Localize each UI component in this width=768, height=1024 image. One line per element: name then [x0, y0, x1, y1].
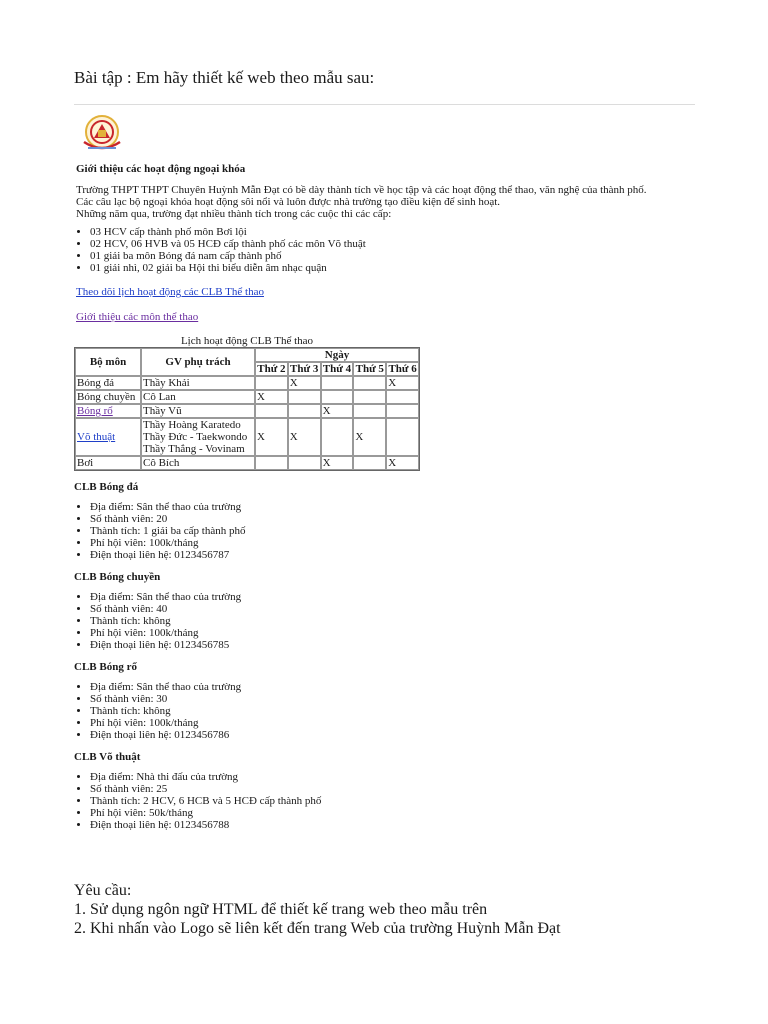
requirement-item: 2. Khi nhấn vào Logo sẽ liên kết đến trang Web của trường Huỳnh Mẫn Đạt: [74, 920, 561, 937]
subject-link-basketball[interactable]: Bóng rổ: [77, 405, 113, 417]
cell-subject: Bóng đá: [75, 376, 141, 390]
cell-mark: [353, 376, 386, 390]
cell-mark: X: [353, 418, 386, 456]
club-title: CLB Bóng đá: [74, 481, 139, 493]
cell-mark: [288, 456, 321, 470]
list-item: • Thành tích: không: [90, 615, 714, 627]
list-item: • Phí hội viên: 50k/tháng: [90, 807, 714, 819]
list-item: • 02 HCV, 06 HVB và 05 HCĐ cấp thành phố các môn Võ thuật: [90, 238, 714, 250]
intro-title: Giới thiệu các hoạt động ngoại khóa: [76, 163, 246, 175]
header-day: Thứ 4: [321, 362, 354, 376]
list-item: • Điện thoại liên hệ: 0123456786: [90, 729, 714, 741]
table-row: [75, 390, 419, 404]
list-item: • 03 HCV cấp thành phố môn Bơi lội: [90, 226, 714, 238]
cell-mark: [255, 376, 288, 390]
intro-line: Những năm qua, trường đạt nhiều thành tích trong các cuộc thi các cấp:: [76, 208, 392, 220]
cell-mark: [288, 404, 321, 418]
list-item: • Số thành viên: 40: [90, 603, 714, 615]
club-section-basketball: [74, 661, 714, 741]
subject-link-martial-arts[interactable]: Võ thuật: [77, 431, 116, 443]
cell-mark: X: [288, 418, 321, 456]
teacher-line: Thầy Đức - Taekwondo: [143, 431, 248, 443]
requirements-section: [74, 881, 561, 938]
cell-mark: X: [321, 404, 354, 418]
requirement-item: 1. Sử dụng ngôn ngữ HTML để thiết kế trang web theo mẫu trên: [74, 901, 488, 918]
horizontal-rule: [74, 104, 695, 105]
list-item: • Điện thoại liên hệ: 0123456785: [90, 639, 714, 651]
intro-line: Trường THPT THPT Chuyên Huỳnh Mẫn Đạt có bề dày thành tích về học tập và các hoạt động thể thao, văn nghệ của thành phố.: [76, 184, 647, 196]
list-item: • 01 giải nhì, 02 giải ba Hội thi biểu diễn âm nhạc quận: [90, 262, 714, 274]
cell-teacher: Cô Bích: [141, 456, 255, 470]
table-row: [75, 376, 419, 390]
list-item: • Địa điểm: Sân thể thao của trường: [90, 591, 714, 603]
cell-teacher: Thầy Khải: [141, 376, 255, 390]
teacher-line: Thầy Hoàng Karatedo: [143, 419, 241, 431]
list-item: • Phí hội viên: 100k/tháng: [90, 717, 714, 729]
list-item: • Thành tích: 1 giải ba cấp thành phố: [90, 525, 714, 537]
intro-section: [74, 163, 714, 274]
cell-mark: X: [288, 376, 321, 390]
school-logo-icon[interactable]: [78, 112, 130, 154]
exercise-heading: Bài tập : Em hãy thiết kế web theo mẫu sau:: [74, 68, 375, 87]
header-day: Thứ 6: [386, 362, 419, 376]
cell-mark: [353, 390, 386, 404]
cell-mark: X: [255, 390, 288, 404]
cell-mark: X: [386, 376, 419, 390]
table-row: [75, 404, 419, 418]
cell-mark: [321, 376, 354, 390]
header-day: Thứ 3: [288, 362, 321, 376]
cell-subject: Bóng chuyền: [75, 390, 141, 404]
cell-mark: X: [321, 456, 354, 470]
header-day: Thứ 2: [255, 362, 288, 376]
header-day: Thứ 5: [353, 362, 386, 376]
club-section-football: [74, 481, 714, 561]
cell-mark: [321, 418, 354, 456]
list-item: • Số thành viên: 30: [90, 693, 714, 705]
list-item: • Phí hội viên: 100k/tháng: [90, 537, 714, 549]
cell-subject: Bơi: [75, 456, 141, 470]
cell-teacher: Thầy Vũ: [141, 404, 255, 418]
list-item: • Phí hội viên: 100k/tháng: [90, 627, 714, 639]
club-section-martial-arts: [74, 751, 714, 831]
list-item: • Thành tích: 2 HCV, 6 HCB và 5 HCĐ cấp thành phố: [90, 795, 714, 807]
sports-intro-link[interactable]: Giới thiệu các môn thể thao: [76, 311, 199, 323]
list-item: • Địa điểm: Sân thể thao của trường: [90, 501, 714, 513]
table-row: [75, 418, 419, 456]
club-title: CLB Bóng chuyền: [74, 571, 161, 583]
cell-mark: X: [386, 456, 419, 470]
header-teacher: GV phụ trách: [141, 348, 255, 376]
list-item: • Số thành viên: 25: [90, 783, 714, 795]
list-item: • Số thành viên: 20: [90, 513, 714, 525]
sample-web-page: [74, 112, 714, 831]
cell-teacher: [141, 418, 255, 456]
cell-mark: [386, 404, 419, 418]
achievement-list: [74, 226, 714, 274]
teacher-line: Thầy Thắng - Vovinam: [143, 443, 245, 455]
list-item: • Điện thoại liên hệ: 0123456788: [90, 819, 714, 831]
table-caption: Lịch hoạt động CLB Thể thao: [180, 335, 314, 347]
header-days: Ngày: [255, 348, 419, 362]
header-subject: Bộ môn: [75, 348, 141, 376]
club-title: CLB Bóng rổ: [74, 661, 137, 673]
cell-mark: [255, 456, 288, 470]
schedule-link[interactable]: Theo dõi lịch hoạt động các CLB Thể thao: [76, 286, 264, 298]
schedule-table: [74, 347, 420, 471]
list-item: • Địa điểm: Nhà thi đấu của trường: [90, 771, 714, 783]
list-item: • Thành tích: không: [90, 705, 714, 717]
club-section-volleyball: [74, 571, 714, 651]
list-item: • 01 giải ba môn Bóng đá nam cấp thành phố: [90, 250, 714, 262]
requirements-title: Yêu cầu:: [74, 882, 132, 899]
cell-mark: [386, 418, 419, 456]
club-title: CLB Võ thuật: [74, 751, 141, 763]
cell-mark: [321, 390, 354, 404]
cell-mark: [255, 404, 288, 418]
cell-teacher: Cô Lan: [141, 390, 255, 404]
cell-mark: [353, 404, 386, 418]
list-item: • Điện thoại liên hệ: 0123456787: [90, 549, 714, 561]
list-item: • Địa điểm: Sân thể thao của trường: [90, 681, 714, 693]
cell-mark: [386, 390, 419, 404]
cell-mark: [288, 390, 321, 404]
table-row: [75, 456, 419, 470]
intro-line: Các câu lạc bộ ngoại khóa hoạt động sôi nổi và luôn được nhà trường tạo điều kiện để sinh hoạt.: [76, 196, 501, 208]
cell-mark: [353, 456, 386, 470]
cell-mark: X: [255, 418, 288, 456]
